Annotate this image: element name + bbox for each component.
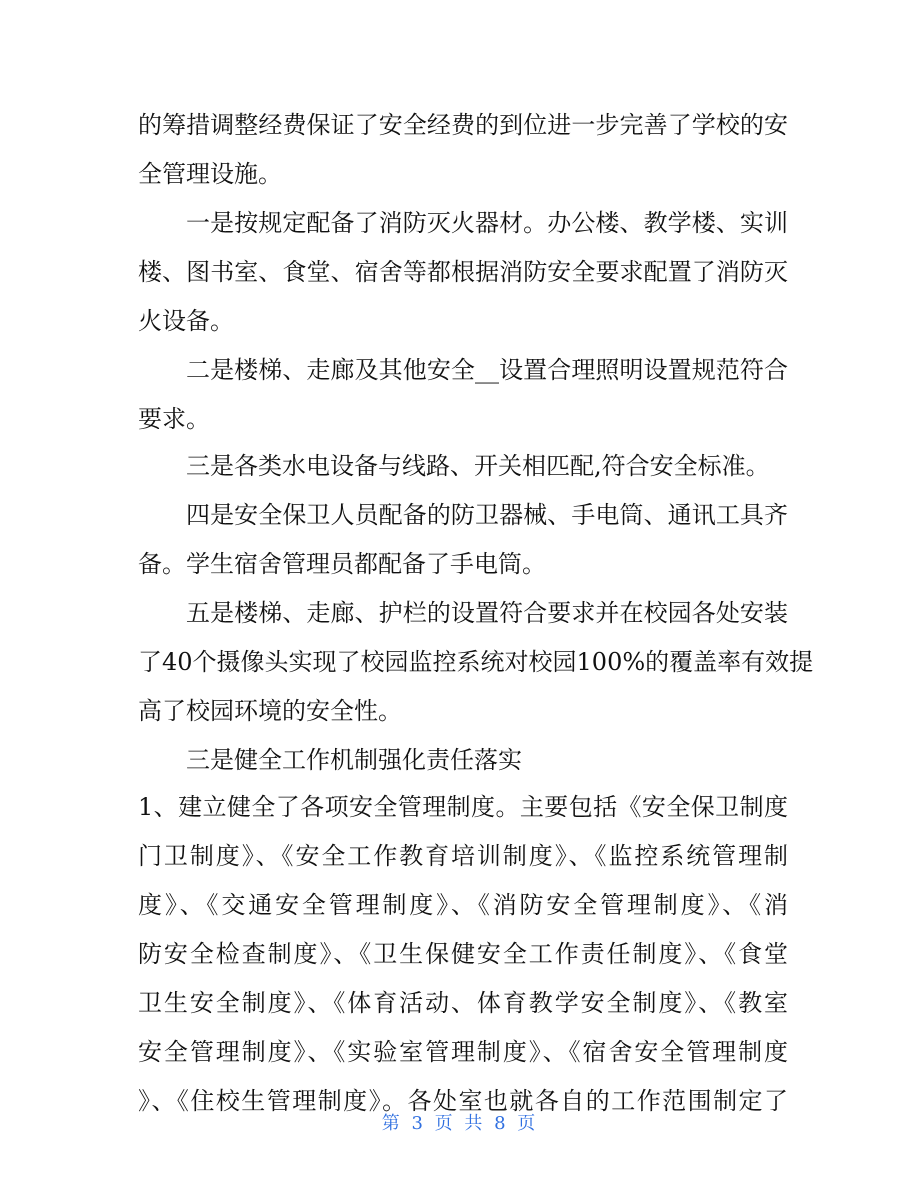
body-text-line: 防安全检查制度》、《卫生保健安全工作责任制度》、《食堂	[138, 940, 788, 968]
body-text-line: 安全管理制度》、《实验室管理制度》、《宿舍安全管理制度	[138, 1038, 788, 1066]
body-text-line: 的筹措调整经费保证了安全经费的到位进一步完善了学校的安	[138, 111, 788, 139]
body-text-line: 卫生安全制度》、《体育活动、体育教学安全制度》、《教室	[138, 989, 788, 1017]
body-text-line: 三是各类水电设备与线路、开关相匹配,符合安全标准。	[186, 452, 770, 480]
body-text-line: 了40个摄像头实现了校园监控系统对校园100%的覆盖率有效提	[138, 648, 814, 676]
body-text-line: 门卫制度》、《安全工作教育培训制度》、《监控系统管理制	[138, 842, 788, 870]
body-text-line: 高了校园环境的安全性。	[138, 697, 402, 725]
body-text-line: 火设备。	[138, 307, 234, 335]
body-text-line: 五是楼梯、走廊、护栏的设置符合要求并在校园各处安装	[186, 599, 788, 627]
body-text-line: 》、《住校生管理制度》。各处室也就各自的工作范围制定了	[138, 1087, 788, 1115]
body-text-line: 1、建立健全了各项安全管理制度。主要包括《安全保卫制度	[138, 793, 788, 821]
body-text-line: 楼、图书室、食堂、宿舍等都根据消防安全要求配置了消防灭	[138, 258, 788, 286]
body-text-line: 二是楼梯、走廊及其他安全__设置合理照明设置规范符合	[186, 356, 788, 384]
body-text-line: 要求。	[138, 405, 210, 433]
section-heading: 三是健全工作机制强化责任落实	[186, 746, 522, 774]
page-indicator: 第 3 页 共 8 页	[381, 1113, 539, 1134]
body-text-line: 度》、《交通安全管理制度》、《消防安全管理制度》、《消	[138, 891, 788, 919]
body-text-line: 一是按规定配备了消防灭火器材。办公楼、教学楼、实训	[186, 209, 788, 237]
body-text-line: 备。学生宿舍管理员都配备了手电筒。	[138, 550, 546, 578]
body-text-line: 四是安全保卫人员配备的防卫器械、手电筒、通讯工具齐	[186, 501, 788, 529]
body-text-line: 全管理设施。	[138, 160, 282, 188]
